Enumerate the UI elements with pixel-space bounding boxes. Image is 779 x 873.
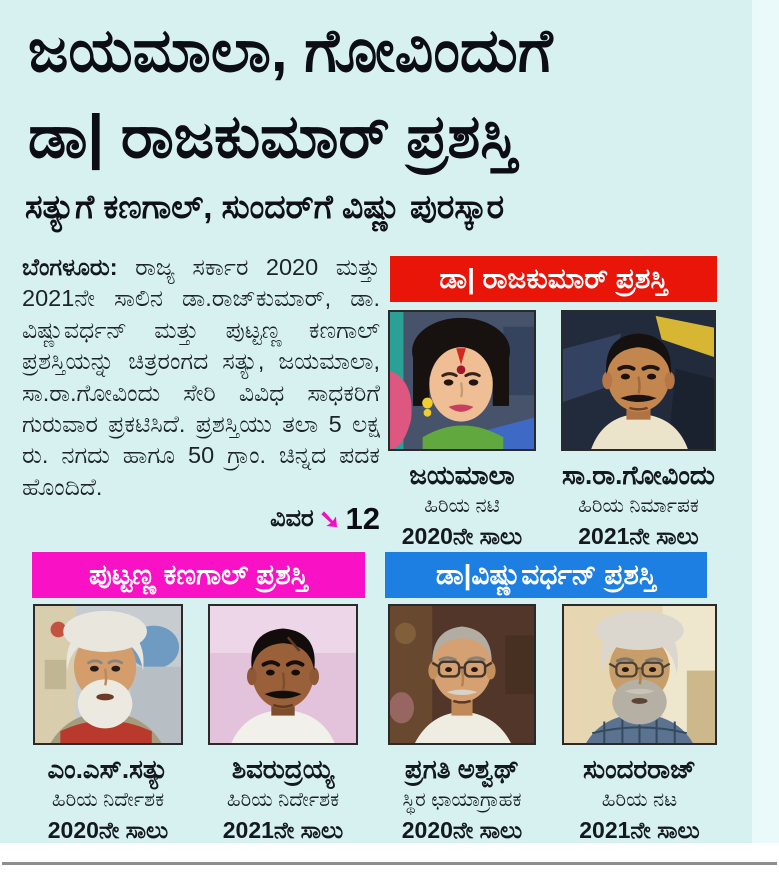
banner-kanagal-award: ಪುಟ್ಟಣ್ಣ ಕಣಗಾಲ್ ಪ್ರಶಸ್ತಿ: [32, 552, 365, 598]
person-card-govindu: [561, 310, 716, 550]
person-role: ಸ್ಥಿರ ಛಾಯಾಗ್ರಾಹಕ: [402, 789, 522, 811]
caption-govindu: [561, 451, 716, 550]
person-award-year: 2021ನೇ ಸಾಲು: [222, 817, 344, 843]
caption-sathyu: [33, 745, 183, 844]
person-role: ಹಿರಿಯ ನಿರ್ದೇಶಕ: [51, 789, 165, 811]
person-award-year: 2020ನೇ ಸಾಲು: [401, 817, 523, 843]
banner-rajkumar-award: ಡಾ| ರಾಜಕುಮಾರ್ ಪ್ರಶಸ್ತಿ: [390, 256, 717, 302]
southeast-arrow-icon: ➘: [318, 504, 341, 534]
person-award-year: 2021ನೇ ಸಾಲು: [578, 523, 699, 549]
photo-ashwath: [388, 604, 536, 745]
person-card-shivarudraiah: [208, 604, 358, 844]
person-card-sathyu: [33, 604, 183, 844]
bottom-divider-line: [2, 862, 777, 865]
person-award-year: 2020ನೇ ಸಾಲು: [47, 817, 169, 843]
dateline: ಬೆಂಗಳೂರು:: [22, 254, 118, 280]
person-award-year: 2020ನೇ ಸಾಲು: [401, 523, 523, 549]
person-card-jayamala: [388, 310, 536, 550]
portrait-man-pink-background: [210, 606, 356, 743]
caption-sundararaj: [562, 745, 717, 844]
person-award-year: 2021ನೇ ಸಾಲು: [579, 817, 700, 843]
person-card-sundararaj: [562, 604, 717, 844]
jump-page-number: 12: [345, 501, 380, 536]
sub-headline: ಸತ್ಯುಗೆ ಕಣಗಾಲ್, ಸುಂದರ್‌ಗೆ ವಿಷ್ಣು ಪುರಸ್ಕಾರ: [25, 188, 505, 225]
continued-on-page-ref: [190, 501, 380, 537]
caption-jayamala: [388, 451, 536, 550]
person-role: ಹಿರಿಯ ನಿರ್ದೇಶಕ: [226, 789, 340, 811]
portrait-silver-hair-beard: [564, 606, 715, 743]
photo-sundararaj: [562, 604, 717, 745]
caption-ashwath: [388, 745, 536, 844]
headline-line-1: ಜಯಮಾಲಾ, ಗೋವಿಂದುಗೆ: [28, 17, 553, 84]
photo-sathyu: [33, 604, 183, 745]
person-name: ಸಾ.ರಾ.ಗೋವಿಂದು: [562, 460, 715, 490]
portrait-man-mustache: [563, 312, 714, 449]
person-role: ಹಿರಿಯ ನಟಿ: [424, 495, 500, 517]
portrait-woman-red-bindi: [390, 312, 534, 449]
person-name: ಪ್ರಗತಿ ಅಶ್ವಥ್: [404, 754, 520, 784]
portrait-elderly-man-glasses: [390, 606, 534, 743]
person-name: ಶಿವರುದ್ರಯ್ಯ: [231, 754, 335, 784]
photo-shivarudraiah: [208, 604, 358, 745]
person-card-ashwath: [388, 604, 536, 844]
banner-vishnuvardhan-award: ಡಾ|ವಿಷ್ಣುವರ್ಧನ್ ಪ್ರಶಸ್ತಿ: [385, 552, 707, 598]
photo-jayamala: [388, 310, 536, 451]
article-body: [22, 252, 380, 503]
page-edge-strip: [752, 0, 779, 843]
article-body-text: ರಾಜ್ಯ ಸರ್ಕಾರ 2020 ಮತ್ತು 2021ನೇ ಸಾಲಿನ ಡಾ.ರಾಜ್‌ಕುಮಾರ್, ಡಾ. ವಿಷ್ಣುವರ್ಧನ್ ಮತ್ತು ಪುಟ್ಟಣ್ಣ ಕಣಗಾಲ್ ಪ್ರಶಸ್ತಿಯನ್ನು ಚಿತ್ರರಂಗದ ಸತ್ಯು, ಜಯಮಾಲಾ, ಸಾ.ರಾ.ಗೋವಿಂದು ಸೇರಿ ವಿವಿಧ ಸಾಧಕರಿಗೆ ಗುರುವಾರ ಪ್ರಕಟಿಸಿದೆ. ಪ್ರಶಸ್ತಿಯು ತಲಾ 5 ಲಕ್ಷ ರು. ನಗದು ಹಾಗೂ 50 ಗ್ರಾಂ. ಚಿನ್ನದ ಪದಕ ಹೊಂದಿದೆ.: [22, 254, 380, 500]
headline-line-2: ಡಾ| ರಾಜಕುಮಾರ್ ಪ್ರಶಸ್ತಿ: [28, 103, 518, 170]
photo-govindu: [561, 310, 716, 451]
person-name: ಜಯಮಾಲಾ: [409, 460, 515, 490]
person-name: ಎಂ.ಎಸ್.ಸತ್ಯು: [47, 754, 169, 784]
caption-shivarudraiah: [208, 745, 358, 844]
person-name: ಸುಂದರರಾಜ್: [583, 754, 696, 784]
portrait-white-beard-red-scarf: [35, 606, 181, 743]
person-role: ಹಿರಿಯ ನಟ: [601, 789, 678, 811]
main-headline: [28, 8, 752, 180]
person-role: ಹಿರಿಯ ನಿರ್ಮಾಪಕ: [578, 495, 699, 517]
more-label: ವಿವರ: [270, 505, 314, 532]
